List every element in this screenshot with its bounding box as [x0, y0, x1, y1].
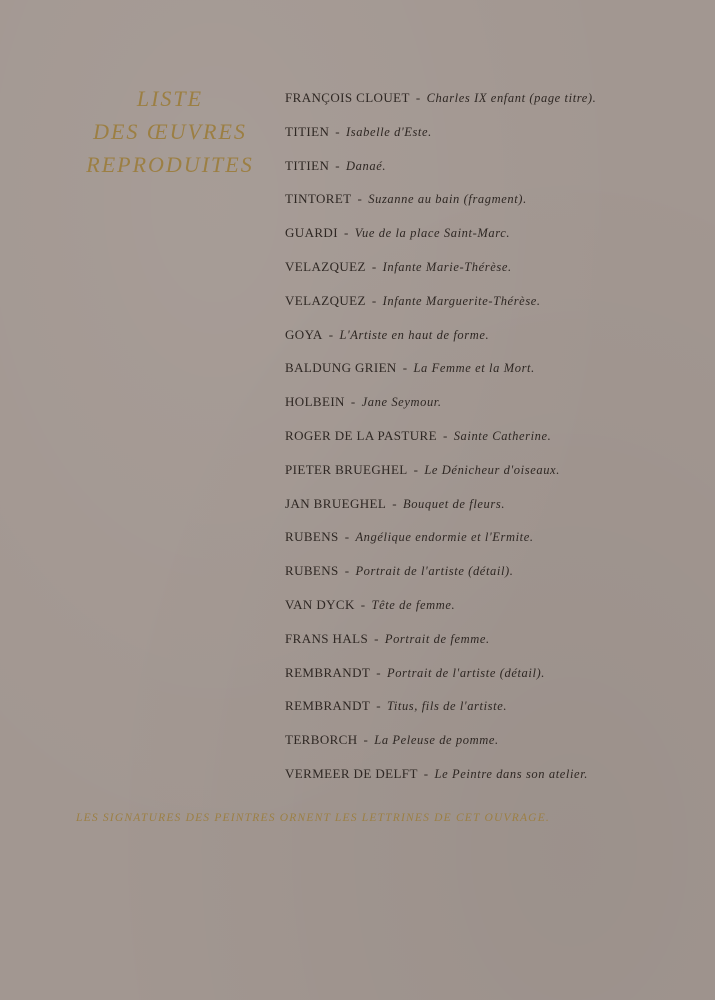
artist-name: TERBORCH — [285, 732, 358, 748]
separator-dash: - — [363, 732, 369, 748]
artist-name: TINTORET — [285, 191, 352, 207]
work-title: Charles IX enfant (page titre). — [426, 91, 597, 105]
work-title: Le Peintre dans son atelier. — [434, 766, 589, 781]
work-title: Titus, fils de l'artiste. — [386, 699, 508, 714]
list-item — [285, 527, 705, 561]
work-title: Jane Seymour. — [361, 395, 442, 410]
artist-name: ROGER DE LA PASTURE — [285, 427, 437, 443]
work-title: Portrait de l'artiste (détail). — [355, 564, 514, 579]
artist-name: TITIEN — [285, 123, 330, 139]
artist-name: GOYA — [285, 326, 323, 342]
list-item — [285, 764, 705, 798]
artist-name: BALDUNG GRIEN — [285, 360, 397, 376]
footer-note: LES SIGNATURES DES PEINTRES ORNENT LES LETTRINES DE CET OUVRAGE. — [76, 812, 550, 824]
artist-name: RUBENS — [285, 563, 339, 579]
work-title: Tête de femme. — [371, 597, 456, 612]
separator-dash: - — [371, 292, 377, 308]
work-title: Bouquet de fleurs. — [402, 496, 506, 511]
work-title: Infante Marie-Thérèse. — [382, 259, 512, 274]
list-item — [285, 696, 705, 730]
work-title: Sainte Catherine. — [453, 428, 552, 443]
artist-name: TITIEN — [285, 157, 330, 173]
work-title: Suzanne au bain (fragment). — [368, 192, 527, 207]
separator-dash: - — [335, 157, 341, 173]
artist-name: HOLBEIN — [285, 394, 345, 410]
separator-dash: - — [392, 495, 397, 511]
list-item — [285, 257, 705, 291]
list-heading — [70, 82, 270, 181]
separator-dash: - — [360, 596, 366, 612]
separator-dash: - — [402, 360, 408, 376]
separator-dash: - — [350, 394, 356, 410]
separator-dash: - — [413, 461, 419, 477]
work-title: Vue de la place Saint-Marc. — [354, 226, 511, 241]
list-item — [285, 460, 705, 494]
separator-dash: - — [328, 326, 334, 342]
separator-dash: - — [423, 765, 429, 781]
heading-line-2: DES ŒUVRES — [93, 119, 247, 144]
list-item — [285, 156, 705, 190]
list-item — [285, 629, 705, 663]
separator-dash: - — [371, 258, 377, 274]
separator-dash: - — [376, 698, 381, 714]
artist-name: GUARDI — [285, 225, 338, 241]
artist-name: RUBENS — [285, 529, 339, 545]
list-item — [285, 561, 705, 595]
list-item — [285, 189, 705, 223]
work-title: Portrait de l'artiste (détail). — [386, 665, 546, 680]
work-title: Le Dénicheur d'oiseaux. — [424, 462, 560, 477]
list-item — [285, 325, 705, 359]
artist-name: FRANÇOIS CLOUET — [285, 90, 410, 105]
separator-dash: - — [344, 529, 350, 545]
artist-name: VELAZQUEZ — [285, 258, 366, 274]
work-title: La Peleuse de pomme. — [374, 733, 499, 748]
list-item — [285, 730, 705, 764]
list-item — [285, 392, 705, 426]
work-title: Danaé. — [346, 158, 387, 173]
list-item — [285, 494, 705, 528]
artist-name: REMBRANDT — [285, 698, 371, 714]
separator-dash: - — [442, 427, 448, 443]
list-item — [285, 426, 705, 460]
separator-dash: - — [343, 225, 349, 241]
list-item — [285, 663, 705, 697]
heading-line-3: REPRODUITES — [86, 152, 254, 177]
heading-line-1: LISTE — [136, 86, 204, 111]
list-item — [285, 358, 705, 392]
artist-name: FRANS HALS — [285, 630, 369, 646]
work-title: L'Artiste en haut de forme. — [339, 327, 490, 342]
work-title: Angélique endormie et l'Ermite. — [355, 530, 534, 545]
work-title: La Femme et la Mort. — [413, 361, 535, 376]
artist-name: REMBRANDT — [285, 664, 371, 680]
list-item — [285, 223, 705, 257]
work-title: Isabelle d'Este. — [346, 124, 432, 139]
list-item — [285, 88, 705, 122]
separator-dash: - — [357, 191, 363, 207]
works-list — [285, 88, 705, 798]
separator-dash: - — [376, 664, 381, 680]
list-item — [285, 595, 705, 629]
work-title: Portrait de femme. — [384, 631, 490, 646]
separator-dash: - — [344, 563, 350, 579]
work-title: Infante Marguerite-Thérèse. — [382, 293, 541, 308]
separator-dash: - — [374, 630, 379, 646]
artist-name: VAN DYCK — [285, 596, 355, 612]
artist-name: JAN BRUEGHEL — [285, 495, 387, 511]
list-item — [285, 122, 705, 156]
separator-dash: - — [415, 90, 421, 105]
list-item — [285, 291, 705, 325]
artist-name: VELAZQUEZ — [285, 292, 366, 308]
artist-name: PIETER BRUEGHEL — [285, 461, 408, 477]
artist-name: VERMEER DE DELFT — [285, 765, 418, 781]
separator-dash: - — [335, 123, 341, 139]
